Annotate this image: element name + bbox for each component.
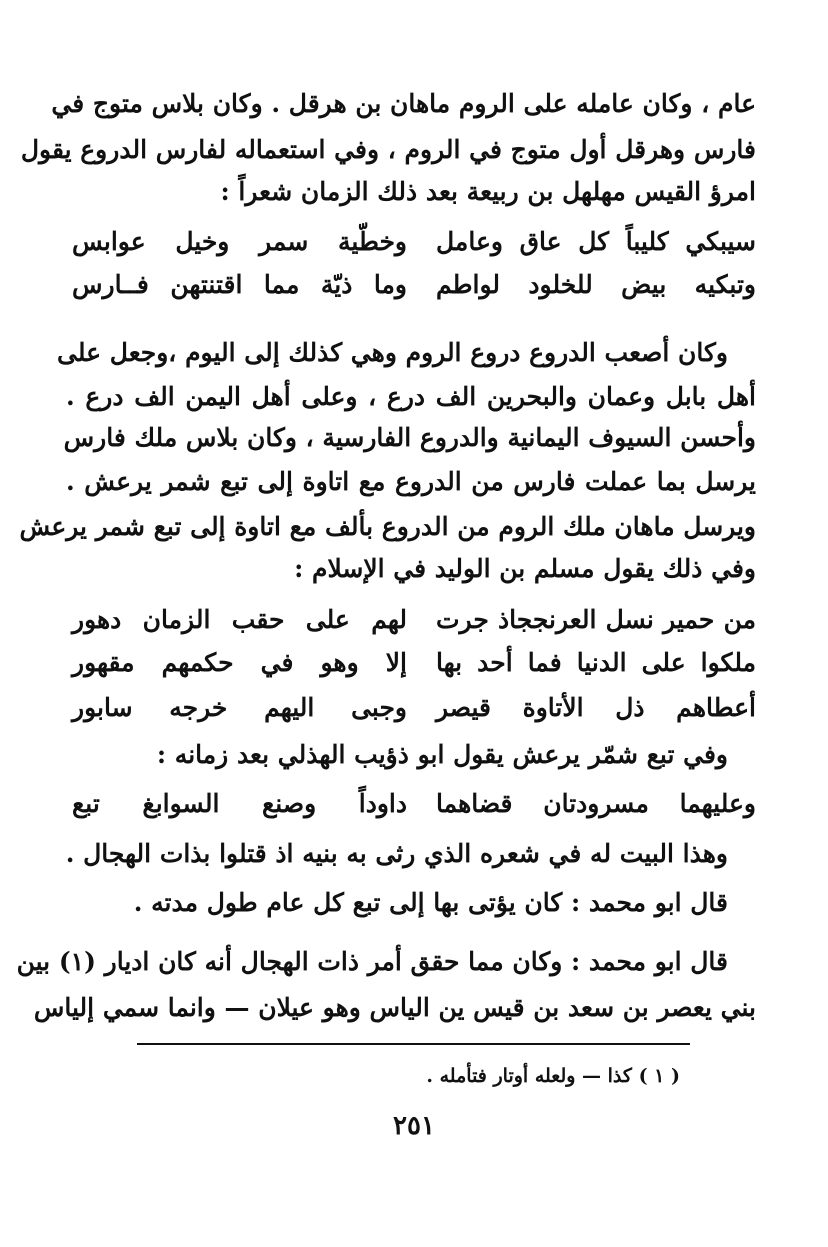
- verse-first-hemistich: أعطاهم ذل الأتاوة قيصر: [436, 693, 756, 722]
- text-line: يرسل بما عملت فارس من الدروع مع اتاوة إلى تبع شمر يرعش .: [66, 467, 756, 496]
- footnote: ( ١ ) كذا — ولعله أوتار فتأمله .: [426, 1065, 680, 1087]
- poem-verse: [0, 643, 828, 683]
- text-line: أهل بابل وعمان والبحرين الف درع ، وعلى أهل اليمن الف درع .: [66, 382, 756, 411]
- text-line: قال ابو محمد : كان يؤتى بها إلى تبع كل عام طول مدته .: [133, 888, 728, 917]
- verse-first-hemistich: ملكوا على الدنيا فما أحد بها: [436, 648, 756, 677]
- text-line: امرؤ القيس مهلهل بن ربيعة بعد ذلك الزمان شعراً :: [220, 177, 756, 206]
- poem-verse: [0, 600, 828, 640]
- poem-verse: [0, 688, 828, 728]
- footnote-separator: [137, 1043, 690, 1045]
- verse-first-hemistich: وتبكيه بيض للخلود لواطم: [436, 270, 756, 299]
- verse-first-hemistich: من حمير نسل العرنججاذ جرت: [436, 605, 756, 634]
- text-line: وفي تبع شمّر يرعش يقول ابو ذؤيب الهذلي بعد زمانه :: [156, 740, 728, 769]
- verse-second-hemistich: وجبى اليهم خرجه سابور: [72, 693, 407, 722]
- text-line: قال ابو محمد : وكان مما حقق أمر ذات الهجال أنه كان اديار (١) بين: [16, 947, 728, 976]
- text-line: وكان أصعب الدروع دروع الروم وهي كذلك إلى اليوم ،وجعل على: [57, 338, 728, 367]
- verse-first-hemistich: سيبكي كليباً كل عاق وعامل: [436, 227, 756, 256]
- text-line: عام ، وكان عامله على الروم ماهان بن هرقل . وكان بلاس متوج في: [51, 89, 756, 118]
- poem-verse: [0, 265, 828, 305]
- verse-second-hemistich: داوداً وصنع السوابغ تبع: [72, 789, 407, 818]
- poem-verse: [0, 222, 828, 262]
- verse-first-hemistich: وعليهما مسرودتان قضاهما: [436, 789, 756, 818]
- verse-second-hemistich: لهم على حقب الزمان دهور: [72, 605, 407, 634]
- page-number: ٢٥١: [393, 1111, 435, 1141]
- poem-verse: [0, 784, 828, 824]
- text-line: وهذا البيت له في شعره الذي رثى به بنيه اذ قتلوا بذات الهجال .: [65, 839, 728, 868]
- text-line: ويرسل ماهان ملك الروم من الدروع بألف مع اتاوة إلى تبع شمر يرعش: [19, 512, 756, 541]
- text-line: بني يعصر بن سعد بن قيس ين الياس وهو عيلان — وانما سمي إلياس: [33, 993, 756, 1022]
- text-line: وأحسن السيوف اليمانية والدروع الفارسية ، وكان بلاس ملك فارس: [63, 423, 756, 452]
- text-line: فارس وهرقل أول متوج في الروم ، وفي استعماله لفارس الدروع يقول: [20, 135, 756, 164]
- text-line: وفي ذلك يقول مسلم بن الوليد في الإسلام :: [294, 554, 756, 583]
- verse-second-hemistich: وخطّية سمر وخيل عوابس: [72, 227, 407, 256]
- verse-second-hemistich: وما ذيّة مما اقتنتهن فــارس: [72, 270, 407, 299]
- verse-second-hemistich: إلا وهو في حكمهم مقهور: [72, 648, 407, 677]
